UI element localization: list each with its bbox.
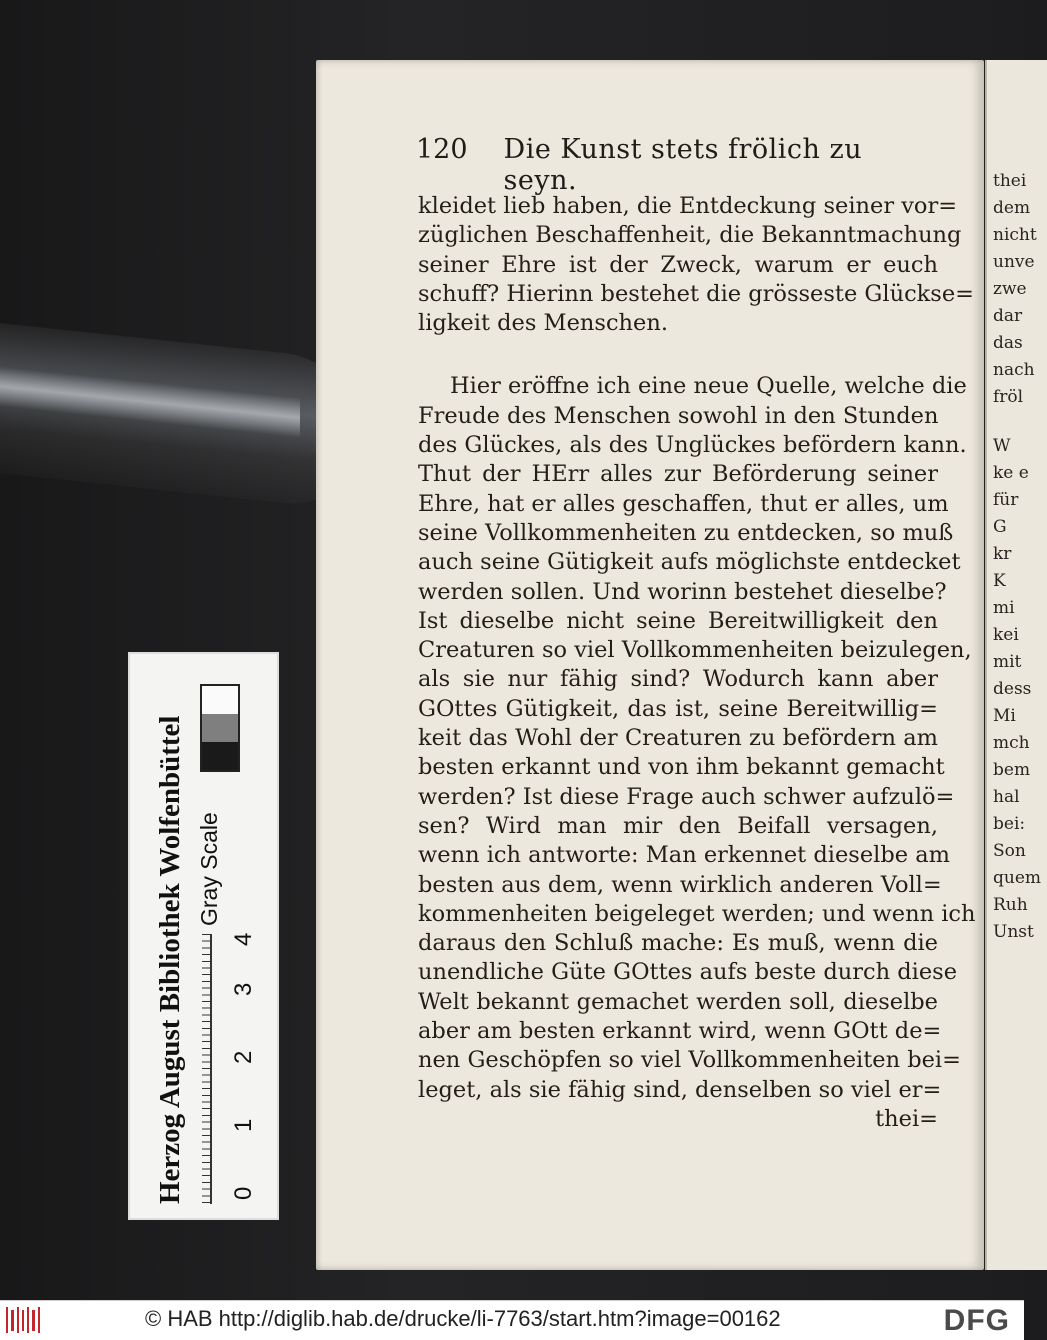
next-page-edge — [985, 60, 1047, 1270]
book-page — [316, 60, 984, 1270]
next-page-fragment: K — [993, 571, 1006, 591]
next-page-fragment: dar — [993, 306, 1023, 326]
text-line: des Glückes, als des Unglückes befördern kann. — [418, 432, 967, 459]
next-page-fragment: mi — [993, 598, 1015, 618]
next-page-fragment: unve — [993, 252, 1035, 272]
ruler — [198, 934, 212, 1204]
text-line: sen? Wird man mir den Beifall versagen, — [418, 812, 938, 839]
next-page-fragment: fröl — [993, 387, 1024, 407]
color-scale-card — [128, 652, 279, 1220]
copyright-link[interactable]: © HAB http://diglib.hab.de/drucke/li-7763/start.htm?image=00162 — [145, 1306, 781, 1331]
paragraph-2 — [418, 372, 976, 1104]
next-page-fragment: zwe — [993, 279, 1027, 299]
next-page-fragment: ke e — [993, 463, 1029, 483]
ruler-number-2: 2 — [230, 1050, 257, 1064]
text-line: ligkeit des Menschen. — [418, 310, 668, 337]
text-line: Creaturen so viel Vollkommenheiten beizulegen, — [418, 637, 972, 664]
text-line: Freude des Menschen sowohl in den Stunden — [418, 402, 939, 429]
text-line: nen Geschöpfen so viel Vollkommenheiten bei= — [418, 1047, 961, 1074]
next-page-fragment: quem — [993, 868, 1042, 888]
next-page-fragment: bei: — [993, 814, 1026, 834]
ruler-number-4: 4 — [230, 932, 257, 946]
dfg-logo: DFG — [943, 1304, 1010, 1337]
next-page-fragment: mit — [993, 652, 1022, 672]
next-page-fragment: Son — [993, 841, 1026, 861]
next-page-fragment: das — [993, 333, 1023, 353]
text-line: werden? Ist diese Frage auch schwer aufzulö= — [418, 783, 955, 810]
text-line: Hier eröffne ich eine neue Quelle, welche die — [450, 373, 967, 400]
next-page-fragment: für — [993, 490, 1019, 510]
next-page-fragment: hal — [993, 787, 1020, 807]
text-line: seine Vollkommenheiten zu entdecken, so muß — [418, 519, 954, 546]
paragraph-1 — [418, 192, 975, 338]
barcode-icon — [6, 1307, 40, 1333]
page-number: 120 — [416, 134, 468, 165]
next-page-fragment: nach — [993, 360, 1035, 380]
text-line: als sie nur fähig sind? Wodurch kann aber — [418, 666, 938, 693]
gray-scale-label: Gray Scale — [196, 812, 222, 926]
next-page-text — [993, 168, 1043, 946]
next-page-fragment: kr — [993, 544, 1012, 564]
running-header — [416, 134, 926, 196]
next-page-fragment: nicht — [993, 225, 1037, 245]
text-line: besten erkannt und von ihm bekannt gemacht — [418, 754, 945, 781]
ruler-number-3: 3 — [230, 982, 257, 996]
text-line: kommenheiten beigeleget werden; und wenn ich — [418, 900, 976, 927]
text-line: Ehre, hat er alles geschaffen, thut er alles, um — [418, 490, 949, 517]
text-line: besten aus dem, wenn wirklich anderen Voll= — [418, 871, 942, 898]
text-line: züglichen Beschaffenheit, die Bekanntmachung — [418, 222, 962, 249]
text-line: seiner Ehre ist der Zweck, warum er euch — [418, 251, 938, 278]
text-line: wenn ich antworte: Man erkennet dieselbe am — [418, 842, 950, 869]
next-page-fragment: bem — [993, 760, 1031, 780]
next-page-fragment: kei — [993, 625, 1019, 645]
text-line: leget, als sie fähig sind, denselben so viel er= — [418, 1076, 942, 1103]
text-line: unendliche Güte GOttes aufs beste durch diese — [418, 959, 958, 986]
text-line: daraus den Schluß mache: Es muß, wenn die — [418, 930, 938, 957]
next-page-fragment: G — [993, 517, 1007, 537]
next-page-fragment: W — [993, 436, 1011, 456]
next-page-fragment: Mi — [993, 706, 1016, 726]
next-page-fragment: mch — [993, 733, 1030, 753]
text-line: werden sollen. Und worinn bestehet dieselbe? — [418, 578, 947, 605]
ruler-number-0: 0 — [230, 1186, 257, 1200]
ruler-number-1: 1 — [230, 1118, 257, 1132]
text-line: Thut der HErr alles zur Beförderung seiner — [418, 461, 938, 488]
running-title: Die Kunst stets frölich zu seyn. — [503, 134, 863, 196]
text-line: kleidet lieb haben, die Entdeckung seiner vor= — [418, 193, 958, 219]
next-page-fragment: Unst — [993, 922, 1034, 942]
footer-bar — [0, 1300, 1024, 1340]
text-line: Ist dieselbe nicht seine Bereitwilligkeit den — [418, 607, 938, 634]
text-line: Welt bekannt gemachet werden soll, dieselbe — [418, 988, 938, 1015]
text-line: GOttes Gütigkeit, das ist, seine Bereitwillig= — [418, 695, 938, 722]
next-page-fragment: dess — [993, 679, 1032, 699]
text-line: auch seine Gütigkeit aufs möglichste entdecket — [418, 549, 961, 576]
body-text — [418, 192, 976, 1134]
catchword: thei= — [875, 1105, 938, 1132]
next-page-fragment: dem — [993, 198, 1031, 218]
library-name: Herzog August Bibliothek Wolfenbüttel — [154, 715, 186, 1204]
text-line: aber am besten erkannt wird, wenn GOtt de= — [418, 1018, 942, 1045]
next-page-fragment: thei — [993, 171, 1027, 191]
text-line: schuff? Hierinn bestehet die grösseste Glückse= — [418, 280, 975, 307]
next-page-fragment: Ruh — [993, 895, 1028, 915]
white-swatch — [200, 684, 240, 714]
text-line: keit das Wohl der Creaturen zu befördern am — [418, 725, 938, 752]
